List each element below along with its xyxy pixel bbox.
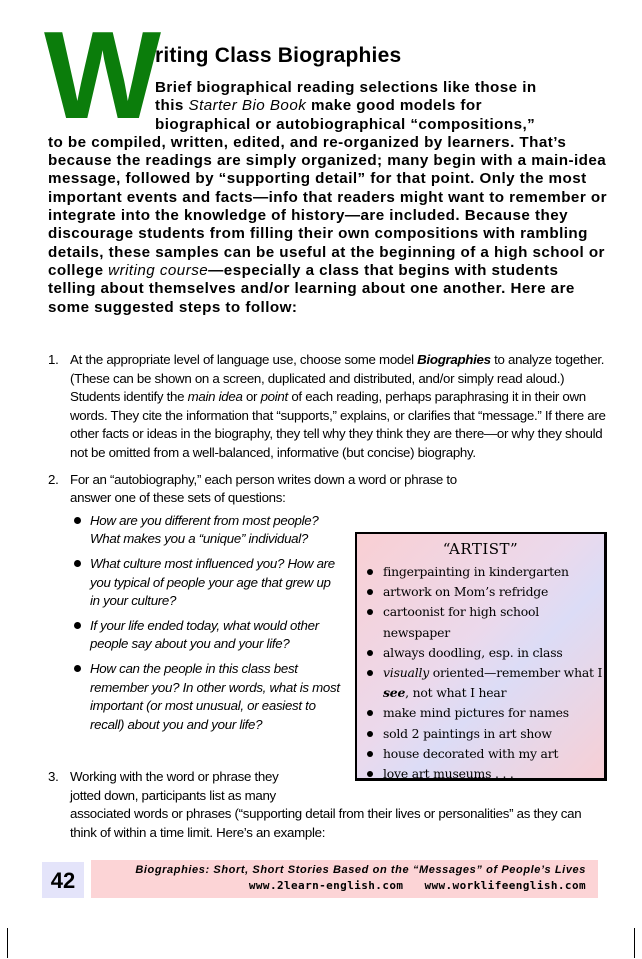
intro-text: —especially a class that begins with students telling about themselves and/or learning about one another. Here are some suggested steps to follow: — [48, 261, 575, 316]
step-text: associated words or phrases (“supporting detail from their lives or personalities” as they can think of within a time limit. Here’s an example: — [70, 806, 582, 840]
artist-item-text: always doodling, esp. in class — [383, 644, 563, 660]
step-3-body — [48, 768, 608, 842]
main-idea-emphasis: main idea — [187, 389, 243, 405]
question-item — [70, 617, 340, 654]
question-list — [70, 512, 340, 735]
footer-url-1[interactable]: www.2learn-english.com — [248, 879, 404, 892]
see-emphasis: see — [383, 685, 406, 701]
artist-item-text: make mind pictures for names — [383, 705, 569, 721]
writing-course-italic: writing course — [108, 261, 209, 279]
drop-cap-letter: W — [44, 7, 158, 145]
step-text: jotted down, participants list as many — [70, 787, 276, 803]
intro-rest — [48, 134, 607, 316]
bullet-icon — [367, 650, 373, 656]
book-title-italic: Starter Bio Book — [188, 97, 307, 115]
intro-text: to be compiled, written, edited, and re-organized by learners. That’s because the readings are simply organized; many begin with a main-idea message, followed by “supporting detail” for that point. Only the most important events and facts—info that readers might want to remember or integrate into the knowledge of history—are included. Because they discourage students from filling their own compositions with rambling details, these samples can be useful at the beginning of a high school or college — [48, 133, 607, 279]
bullet-icon — [367, 569, 373, 575]
bullet-icon — [367, 589, 373, 595]
bullet-icon — [367, 609, 373, 615]
artist-item — [365, 744, 604, 764]
bullet-icon — [74, 517, 81, 524]
artist-item-text: house decorated with my art — [383, 745, 559, 761]
step-3 — [48, 768, 608, 842]
artist-item — [365, 582, 604, 602]
artist-example-box — [355, 532, 607, 781]
question-item — [70, 512, 340, 549]
step-text: Working with the word or phrase they — [70, 769, 279, 784]
step-number: 2. — [48, 471, 59, 487]
artist-item-text: sold 2 paintings in art show — [383, 725, 552, 741]
step-text: or — [242, 389, 261, 405]
intro-line-1: Brief biographical reading selections like those in — [155, 79, 537, 96]
artist-item-text: love art museums . . . — [383, 766, 514, 782]
intro-paragraph — [48, 79, 608, 317]
footer-banner — [91, 860, 598, 898]
step-text: answer one of these sets of questions: — [70, 490, 286, 506]
intro-line-3: biographical or autobiographical “compositions,” — [155, 115, 536, 133]
crop-mark-left — [7, 928, 8, 958]
step-text: For an “autobiography,” each person writes down a word or phrase to — [70, 471, 457, 487]
bullet-icon — [74, 560, 81, 567]
footer-urls — [91, 878, 586, 893]
page-title: riting Class Biographies — [155, 44, 402, 67]
artist-item-text: oriented—remember what I — [429, 665, 603, 681]
question-item — [70, 555, 340, 611]
bullet-icon — [74, 622, 81, 629]
bullet-icon — [367, 670, 373, 676]
intro-text: this — [155, 97, 189, 115]
step-number: 1. — [48, 352, 59, 367]
bullet-icon — [367, 751, 373, 757]
question-text: If your life ended today, what would other people say about you and your life? — [90, 617, 319, 652]
question-text: How are you different from most people? What makes you a “unique” individual? — [90, 512, 319, 547]
bullet-icon — [367, 710, 373, 716]
artist-item — [365, 724, 604, 744]
step-1 — [48, 351, 608, 463]
point-emphasis: point — [260, 389, 288, 405]
step-number: 3. — [48, 769, 59, 784]
artist-item-text: , not what I hear — [405, 685, 507, 701]
artist-item — [365, 643, 604, 663]
step-text: of each reading, perhaps paraphrasing it in their own words. They cite the information that “supports,” explains, or clarifies that “message.” If there are other facts or ideas in the biography, they tell why they think they are there—or why they should not be omitted from a well-balanced, informative (but concise) biography. — [70, 389, 606, 460]
artist-item — [365, 663, 604, 703]
artist-item — [365, 602, 604, 642]
artist-item-text: cartoonist for high school newspaper — [383, 604, 540, 640]
bullet-icon — [74, 665, 81, 672]
bullet-icon — [367, 731, 373, 737]
artist-item — [365, 703, 604, 723]
footer-book-title: Biographies: Short, Short Stories Based on the “Messages” of People’s Lives — [135, 864, 586, 876]
question-text: How can the people in this class best remember you? In other words, what is most important (or most unusual, or easiest to recall) about you and your life? — [90, 660, 340, 732]
crop-mark-right — [634, 928, 635, 958]
step-text: At the appropriate level of language use, choose some model — [70, 352, 418, 367]
artist-item-text: artwork on Mom’s refridge — [383, 584, 549, 600]
question-item — [70, 660, 340, 734]
intro-text: make good models for — [306, 97, 482, 115]
artist-list — [357, 562, 604, 784]
step-text: to analyze together. (These can be shown on a screen, duplicated and distributed, and/or simply read aloud.) Students identify the — [70, 352, 605, 405]
biographies-emphasis: Biographies — [417, 352, 491, 367]
artist-box-title: “ARTIST” — [442, 540, 519, 558]
visually-emphasis: visually — [383, 665, 430, 681]
intro-line-2 — [48, 97, 608, 115]
page-number: 42 — [42, 862, 84, 898]
footer-url-2[interactable]: www.worklifeenglish.com — [424, 879, 586, 892]
artist-item — [365, 562, 604, 582]
artist-item-text: fingerpainting in kindergarten — [383, 564, 569, 579]
question-text: What culture most influenced you? How are you typical of people your age that grew up in your culture? — [90, 555, 335, 609]
